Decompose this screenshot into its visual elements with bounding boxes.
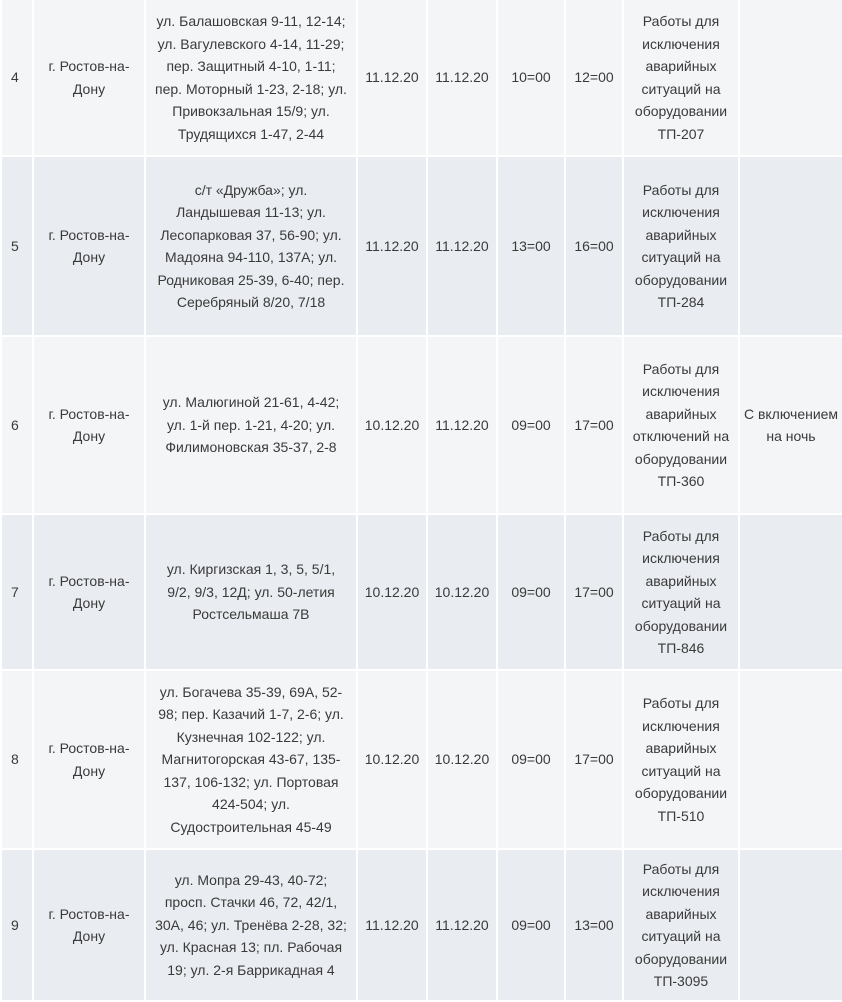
city-cell: г. Ростов-на-Дону: [33, 0, 145, 156]
end-date-cell: 10.12.20: [427, 514, 497, 670]
end-date-cell: 11.12.20: [427, 0, 497, 156]
address-cell: с/т «Дружба»; ул. Ландышевая 11-13; ул. Лесопарковая 37, 56-90; ул. Мадояна 94-110, 137А; ул. Родниковая 25-39, 6-40; пер. Серебряный 8/20, 7/18: [145, 156, 357, 336]
start-date-cell: 11.12.20: [357, 0, 427, 156]
start-time-cell: 10=00: [497, 0, 565, 156]
end-time-cell: 17=00: [565, 670, 623, 849]
city-cell: г. Ростов-на-Дону: [33, 156, 145, 336]
start-time-cell: 09=00: [497, 670, 565, 849]
note-cell: [739, 670, 842, 849]
start-date-cell: 11.12.20: [357, 156, 427, 336]
start-date-cell: 10.12.20: [357, 336, 427, 514]
row-number: 7: [1, 514, 33, 670]
start-time-cell: 09=00: [497, 514, 565, 670]
table-row: [1, 514, 842, 670]
city-cell: г. Ростов-на-Дону: [33, 670, 145, 849]
end-time-cell: 17=00: [565, 514, 623, 670]
end-time-cell: 17=00: [565, 336, 623, 514]
end-time-cell: 16=00: [565, 156, 623, 336]
table-row: [1, 670, 842, 849]
end-date-cell: 11.12.20: [427, 849, 497, 1001]
reason-cell: Работы для исключения аварийных ситуаций на оборудовании ТП-284: [623, 156, 739, 336]
row-number: 6: [1, 336, 33, 514]
start-date-cell: 11.12.20: [357, 849, 427, 1001]
row-number: 5: [1, 156, 33, 336]
reason-cell: Работы для исключения аварийных ситуаций на оборудовании ТП-207: [623, 0, 739, 156]
address-cell: ул. Богачева 35-39, 69А, 52-98; пер. Казачий 1-7, 2-6; ул. Кузнечная 102-122; ул. Магнитогорская 43-67, 135-137, 106-132; ул. Портовая 424-504; ул. Судостроительная 45-49: [145, 670, 357, 849]
end-date-cell: 11.12.20: [427, 156, 497, 336]
row-number: 8: [1, 670, 33, 849]
end-time-cell: 13=00: [565, 849, 623, 1001]
address-cell: ул. Балашовская 9-11, 12-14; ул. Вагулевского 4-14, 11-29; пер. Защитный 4-10, 1-11; пер. Моторный 1-23, 2-18; ул. Привокзальная 15/9; ул. Трудящихся 1-47, 2-44: [145, 0, 357, 156]
row-number: 9: [1, 849, 33, 1001]
address-cell: ул. Киргизская 1, 3, 5, 5/1, 9/2, 9/3, 12Д; ул. 50-летия Ростсельмаша 7В: [145, 514, 357, 670]
end-time-cell: 12=00: [565, 0, 623, 156]
table-row: [1, 336, 842, 514]
row-number: 4: [1, 0, 33, 156]
city-cell: г. Ростов-на-Дону: [33, 514, 145, 670]
reason-cell: Работы для исключения аварийных отключений на оборудовании ТП-360: [623, 336, 739, 514]
reason-cell: Работы для исключения аварийных ситуаций на оборудовании ТП-3095: [623, 849, 739, 1001]
start-time-cell: 09=00: [497, 336, 565, 514]
table-row: [1, 0, 842, 156]
address-cell: ул. Мопра 29-43, 40-72; просп. Стачки 46, 72, 42/1, 30А, 46; ул. Тренёва 2-28, 32; ул. Красная 13; пл. Рабочая 19; ул. 2-я Баррикадная 4: [145, 849, 357, 1001]
start-date-cell: 10.12.20: [357, 514, 427, 670]
city-cell: г. Ростов-на-Дону: [33, 336, 145, 514]
reason-cell: Работы для исключения аварийных ситуаций на оборудовании ТП-846: [623, 514, 739, 670]
note-cell: [739, 156, 842, 336]
reason-cell: Работы для исключения аварийных ситуаций на оборудовании ТП-510: [623, 670, 739, 849]
note-cell: [739, 514, 842, 670]
start-date-cell: 10.12.20: [357, 670, 427, 849]
start-time-cell: 09=00: [497, 849, 565, 1001]
address-cell: ул. Малюгиной 21-61, 4-42; ул. 1-й пер. 1-21, 4-20; ул. Филимоновская 35-37, 2-8: [145, 336, 357, 514]
table-row: [1, 156, 842, 336]
note-cell: [739, 0, 842, 156]
end-date-cell: 10.12.20: [427, 670, 497, 849]
note-cell: С включением на ночь: [739, 336, 842, 514]
note-cell: [739, 849, 842, 1001]
table-row: [1, 849, 842, 1001]
end-date-cell: 11.12.20: [427, 336, 497, 514]
city-cell: г. Ростов-на-Дону: [33, 849, 145, 1001]
start-time-cell: 13=00: [497, 156, 565, 336]
